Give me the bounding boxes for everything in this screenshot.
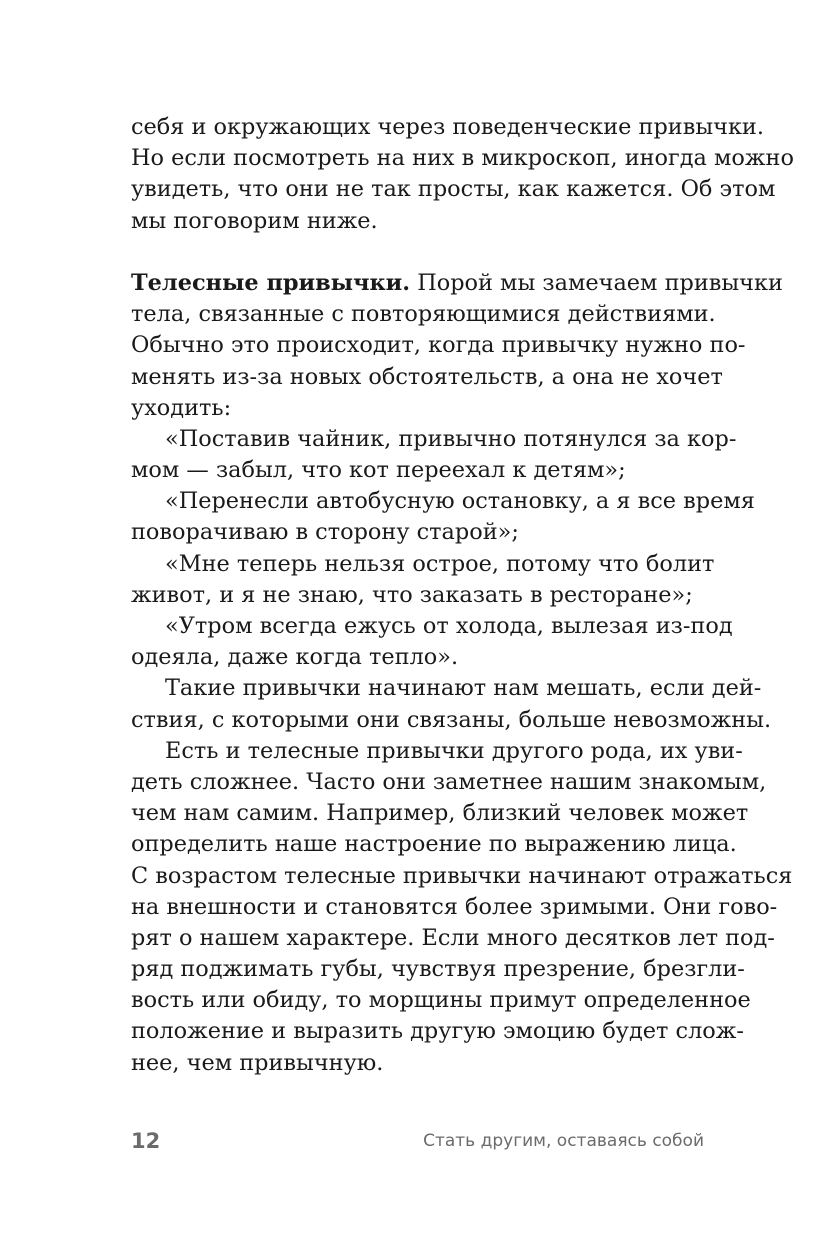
paragraph [131, 486, 755, 548]
text-line: рят о нашем характере. Если много десятков лет под- [131, 924, 775, 951]
text-line: деть сложнее. Часто они заметнее нашим знакомым, [131, 768, 767, 795]
text-line: Но если посмотреть на них в микроскоп, иногда можно [131, 145, 794, 172]
text-line: на внешности и становятся более зримыми. Они гово- [131, 893, 778, 920]
text-line: определить наше настроение по выражению лица. [131, 831, 737, 858]
paragraph [131, 268, 783, 424]
text-line: нее, чем привычную. [131, 1049, 384, 1076]
text-line [131, 268, 783, 299]
text-line: «Мне теперь нельзя острое, потому что болит [165, 550, 715, 577]
text-line: «Утром всегда ежусь от холода, вылезая из-под [165, 613, 733, 639]
paragraph [131, 673, 772, 735]
text-line: Обычно это происходит, когда привычку нужно по- [131, 332, 746, 359]
running-title: Стать другим, оставаясь собой [423, 1131, 704, 1151]
text-line: тела, связанные с повторяющимися действиями. [131, 301, 716, 328]
text-line: вость или обиду, то морщины примут определенное [131, 987, 751, 1014]
page-body [131, 112, 794, 1079]
text-line: менять из-за новых обстоятельств, а она не хочет [131, 363, 723, 390]
text-line: поворачиваю в сторону старой»; [131, 519, 519, 546]
text-line: положение и выразить другую эмоцию будет слож- [131, 1018, 744, 1045]
text-line: «Перенесли автобусную остановку, а я все время [165, 488, 755, 515]
paragraph [131, 424, 737, 486]
page-number: 12 [131, 1129, 161, 1153]
text-line: чем нам самим. Например, близкий человек может [131, 800, 749, 827]
paragraph-gap [131, 237, 704, 268]
paragraph [131, 611, 733, 673]
text-line: Такие привычки начинают нам мешать, если дей- [165, 675, 762, 702]
paragraph [131, 549, 715, 611]
text-run: Порой мы замечаем привычки [410, 269, 783, 296]
text-line: уходить: [131, 394, 232, 421]
text-line: мы поговорим ниже. [131, 207, 378, 234]
text-line: ствия, с которыми они связаны, больше невозможны. [131, 706, 772, 733]
text-line: живот, и я не знаю, что заказать в ресторане»; [131, 581, 693, 608]
text-line: себя и окружающих через поведенческие привычки. [131, 114, 764, 140]
section-heading: Телесные привычки. [131, 269, 411, 296]
text-line: Есть и телесные привычки другого рода, их уви- [165, 737, 743, 764]
text-line: одеяла, даже когда тепло». [131, 644, 459, 671]
text-line: ряд поджимать губы, чувствуя презрение, брезгли- [131, 956, 745, 983]
text-line: «Поставив чайник, привычно потянулся за кор- [165, 425, 737, 452]
text-line: мом — забыл, что кот переехал к детям»; [131, 457, 626, 484]
text-line: увидеть, что они не так просты, как кажется. Об этом [131, 176, 776, 203]
paragraph [131, 736, 793, 1079]
text-line: С возрастом телесные привычки начинают отражаться [131, 862, 793, 889]
paragraph [131, 112, 794, 237]
page-footer [131, 1126, 704, 1156]
